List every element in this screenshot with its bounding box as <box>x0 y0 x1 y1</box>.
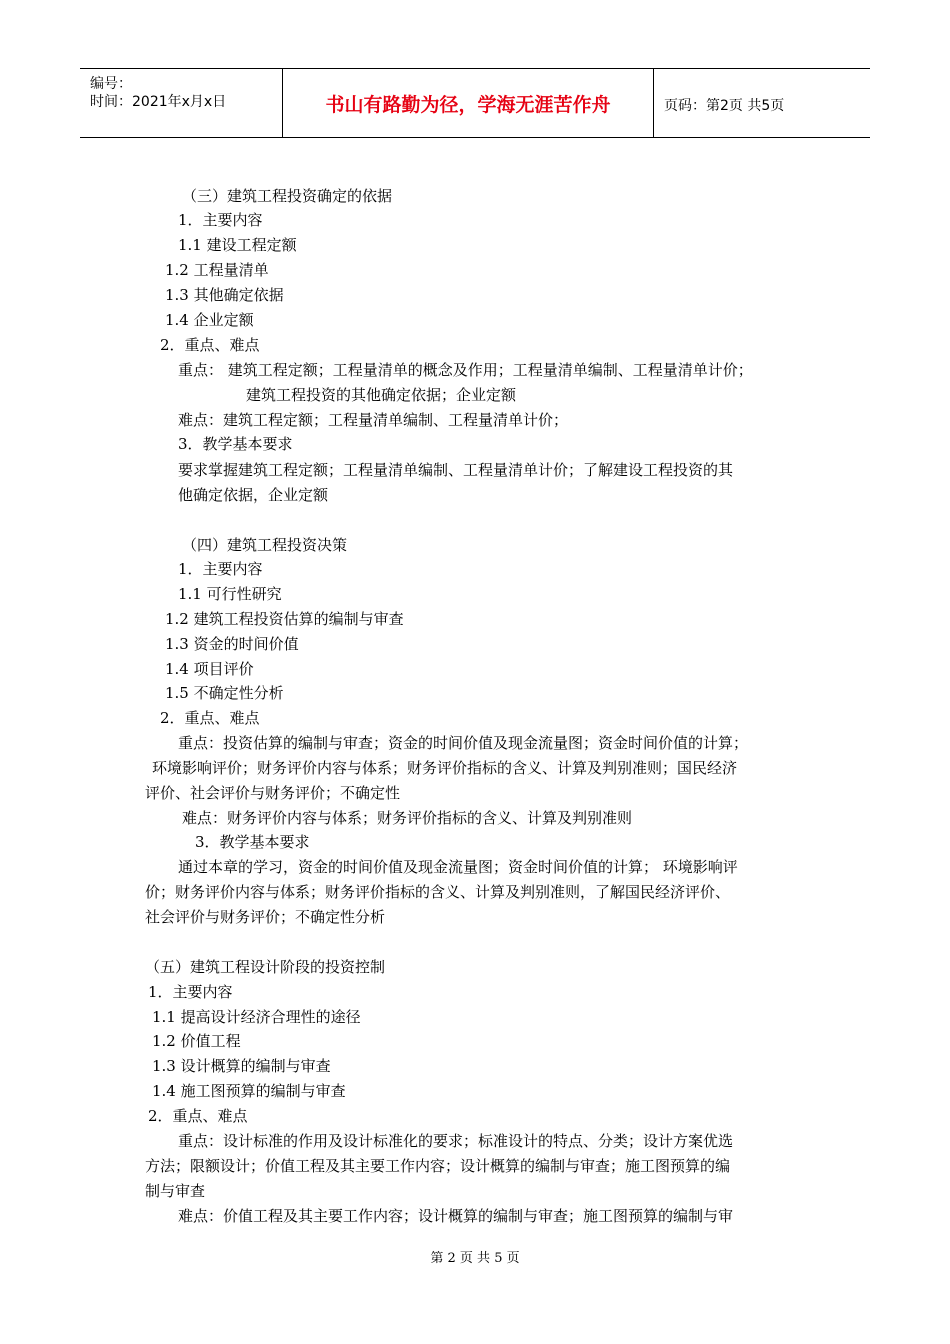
text-line: 重点： 建筑工程定额；工程量清单的概念及作用；工程量清单编制、工程量清单计价； <box>178 361 753 379</box>
text-line: 2．重点、难点 <box>160 336 260 354</box>
section-4-heading: （四）建筑工程投资决策 <box>182 536 348 554</box>
text-line: 1.5 不确定性分析 <box>165 684 284 702</box>
text-line: 1.2 工程量清单 <box>165 261 269 279</box>
text-line: 要求掌握建筑工程定额；工程量清单编制、工程量清单计价；了解建设工程投资的其 <box>178 461 734 479</box>
text-line: 1.4 项目评价 <box>165 660 254 678</box>
text-line: 难点：价值工程及其主要工作内容；设计概算的编制与审查；施工图预算的编制与审 <box>178 1207 734 1225</box>
header-motto <box>283 69 654 137</box>
number-label: 编号： <box>90 76 132 92</box>
text-line: 1.2 建筑工程投资估算的编制与审查 <box>165 610 404 628</box>
section-3-heading: （三）建筑工程投资确定的依据 <box>182 187 393 205</box>
text-line: 通过本章的学习，资金的时间价值及现金流量图；资金时间价值的计算； 环境影响评 <box>178 858 738 876</box>
text-line: 1.1 提高设计经济合理性的途径 <box>152 1008 361 1026</box>
page-footer: 第 2 页 共 5 页 <box>430 1251 520 1266</box>
header-meta <box>80 69 283 137</box>
text-line: 他确定依据，企业定额 <box>178 486 329 504</box>
text-line: 1.3 其他确定依据 <box>165 286 284 304</box>
text-line: 社会评价与财务评价；不确定性分析 <box>145 908 386 926</box>
text-line: 1.4 企业定额 <box>165 311 254 329</box>
time-label: 时间：2021年x月x日 <box>90 94 227 110</box>
page-header <box>80 68 870 138</box>
text-line: 1．主要内容 <box>178 560 263 578</box>
text-line: 评价、社会评价与财务评价；不确定性 <box>145 784 401 802</box>
motto-text: 书山有路勤为径，学海无涯苦作舟 <box>325 93 611 116</box>
text-line: 方法；限额设计；价值工程及其主要工作内容；设计概算的编制与审查；施工图预算的编 <box>145 1157 731 1175</box>
text-line: 2．重点、难点 <box>148 1107 248 1125</box>
text-line: 1.2 价值工程 <box>152 1032 241 1050</box>
text-line: 重点：投资估算的编制与审查；资金的时间价值及现金流量图；资金时间价值的计算； <box>178 734 749 752</box>
text-line: 1.1 可行性研究 <box>178 585 282 603</box>
text-line: 3．教学基本要求 <box>178 435 293 453</box>
text-line: 环境影响评价；财务评价内容与体系；财务评价指标的含义、计算及判别准则；国民经济 <box>152 759 738 777</box>
text-line: 重点：设计标准的作用及设计标准化的要求；标准设计的特点、分类；设计方案优选 <box>178 1132 734 1150</box>
text-line: 1．主要内容 <box>148 983 233 1001</box>
text-line: 难点：建筑工程定额；工程量清单编制、工程量清单计价； <box>178 411 569 429</box>
text-line: 1.1 建设工程定额 <box>178 236 297 254</box>
text-line: 1．主要内容 <box>178 211 263 229</box>
text-line: 价；财务评价内容与体系；财务评价指标的含义、计算及判别准则，了解国民经济评价、 <box>145 883 731 901</box>
text-line: 难点：财务评价内容与体系；财务评价指标的含义、计算及判别准则 <box>182 809 633 827</box>
text-line: 1.3 资金的时间价值 <box>165 635 299 653</box>
page-code: 页码：第2页 共5页 <box>664 98 785 114</box>
text-line: 1.3 设计概算的编制与审查 <box>152 1057 331 1075</box>
text-line: 3．教学基本要求 <box>195 833 310 851</box>
section-5-heading: （五）建筑工程设计阶段的投资控制 <box>145 958 386 976</box>
text-line: 2．重点、难点 <box>160 709 260 727</box>
text-line: 1.4 施工图预算的编制与审查 <box>152 1082 346 1100</box>
text-line: 制与审查 <box>145 1182 206 1200</box>
text-line: 建筑工程投资的其他确定依据；企业定额 <box>246 386 517 404</box>
